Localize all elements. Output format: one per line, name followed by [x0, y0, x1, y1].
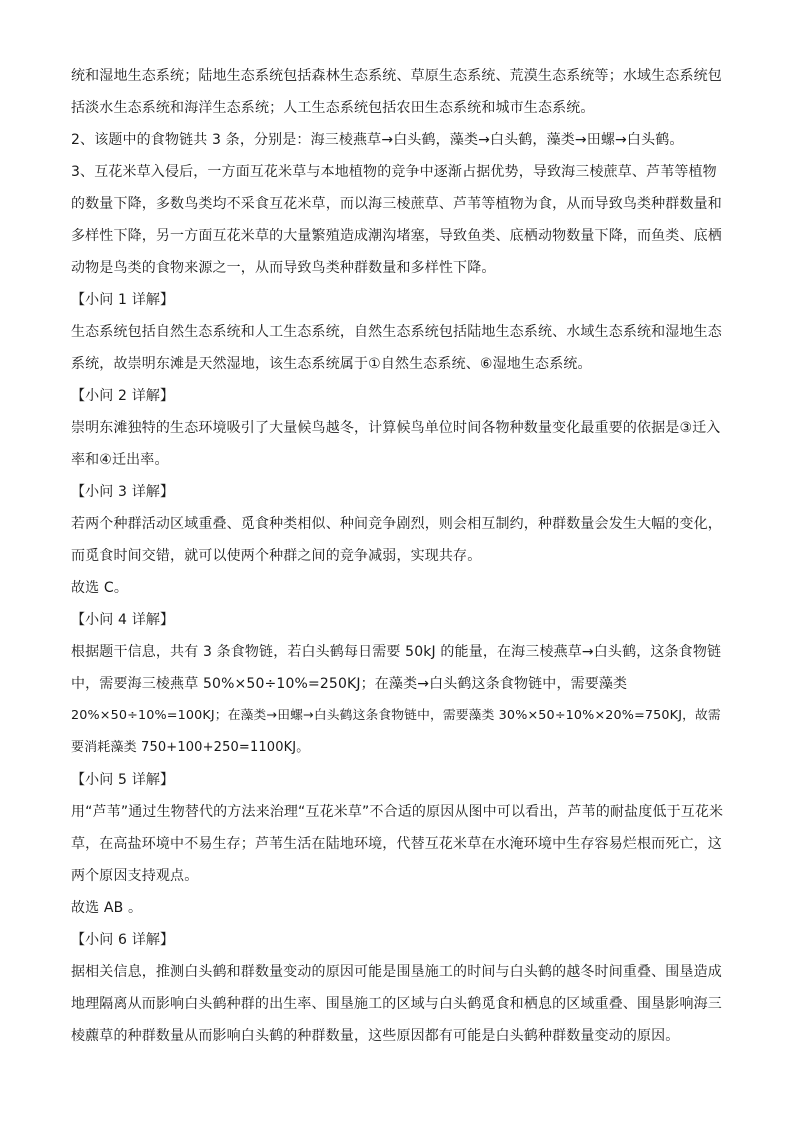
text-line: 两个原因支持观点。	[71, 868, 199, 884]
text-line: 棱藨草的种群数量从而影响白头鹤的种群数量，这些原因都有可能是白头鹤种群数量变动的原因。	[71, 1028, 680, 1044]
text-line: 多样性下降，另一方面互花米草的大量繁殖造成潮沟堵塞，导致鱼类、底栖动物数量下降，而鱼类、底栖	[71, 228, 722, 244]
section-heading: 【小问 5 详解】	[71, 772, 175, 788]
text-line: 用“芦苇”通过生物替代的方法来治理“互花米草”不合适的原因从图中可以看出，芦苇的耐盐度低于互花米	[71, 804, 724, 820]
text-line: 而觅食时间交错，就可以使两个种群之间的竞争减弱，实现共存。	[71, 548, 482, 564]
text-line: 中，需要海三棱燕草 50%×50÷10%=250KJ；在藻类→白头鹤这条食物链中，需要藻类	[71, 676, 628, 692]
text-line: 要消耗藻类 750+100+250=1100KJ。	[71, 740, 310, 755]
text-line: 括淡水生态系统和海洋生态系统；人工生态系统包括农田生态系统和城市生态系统。	[71, 100, 595, 116]
text-line: 据相关信息，推测白头鹤和群数量变动的原因可能是围垦施工的时间与白头鹤的越冬时间重叠、围垦造成	[71, 964, 722, 980]
text-line: 3、互花米草入侵后，一方面互花米草与本地植物的竞争中逐渐占据优势，导致海三棱蔗草、芦苇等植物	[71, 164, 717, 180]
section-heading: 【小问 2 详解】	[71, 388, 175, 404]
section-heading: 【小问 1 详解】	[71, 292, 175, 308]
text-line: 系统，故崇明东滩是天然湿地，该生态系统属于①自然生态系统、⑥湿地生态系统。	[71, 356, 592, 372]
text-line: 草，在高盐环境中不易生存；芦苇生活在陆地环境，代替互花米草在水淹环境中生存容易烂根而死亡，这	[71, 836, 722, 852]
text-line: 2、该题中的食物链共 3 条，分别是：海三棱燕草→白头鹤，藻类→白头鹤，藻类→田螺→白头鹤。	[71, 132, 684, 148]
text-line: 率和④迁出率。	[71, 452, 169, 468]
answer-line: 故选 AB 。	[71, 900, 143, 916]
text-line: 地理隔离从而影响白头鹤种群的出生率、围垦施工的区域与白头鹤觅食和栖息的区域重叠、围垦影响海三	[71, 996, 722, 1012]
answer-line: 故选 C。	[71, 580, 128, 596]
section-heading: 【小问 6 详解】	[71, 932, 175, 948]
text-line: 崇明东滩独特的生态环境吸引了大量候鸟越冬，计算候鸟单位时间各物种数量变化最重要的依据是③迁入	[71, 420, 721, 436]
text-line: 根据题干信息，共有 3 条食物链，若白头鹤每日需要 50kJ 的能量，在海三棱燕草→白头鹤，这条食物链	[71, 644, 722, 660]
text-line: 的数量下降，多数鸟类均不采食互花米草，而以海三棱蔗草、芦苇等植物为食，从而导致鸟类种群数量和	[71, 196, 722, 212]
text-line: 20%×50÷10%=100KJ；在藻类→田螺→白头鹤这条食物链中，需要藻类 30%×50÷10%×20%=750KJ，故需	[71, 708, 721, 723]
document-body	[71, 60, 723, 1052]
text-line: 统和湿地生态系统；陆地生态系统包括森林生态系统、草原生态系统、荒漠生态系统等；水域生态系统包	[71, 68, 722, 84]
text-line: 若两个种群活动区域重叠、觅食种类相似、种间竞争剧烈，则会相互制约，种群数量会发生大幅的变化，	[71, 516, 722, 532]
section-heading: 【小问 4 详解】	[71, 612, 175, 628]
text-line: 生态系统包括自然生态系统和人工生态系统，自然生态系统包括陆地生态系统、水域生态系统和湿地生态	[71, 324, 722, 340]
text-line: 动物是鸟类的食物来源之一，从而导致鸟类种群数量和多样性下降。	[71, 260, 496, 276]
section-heading: 【小问 3 详解】	[71, 484, 175, 500]
